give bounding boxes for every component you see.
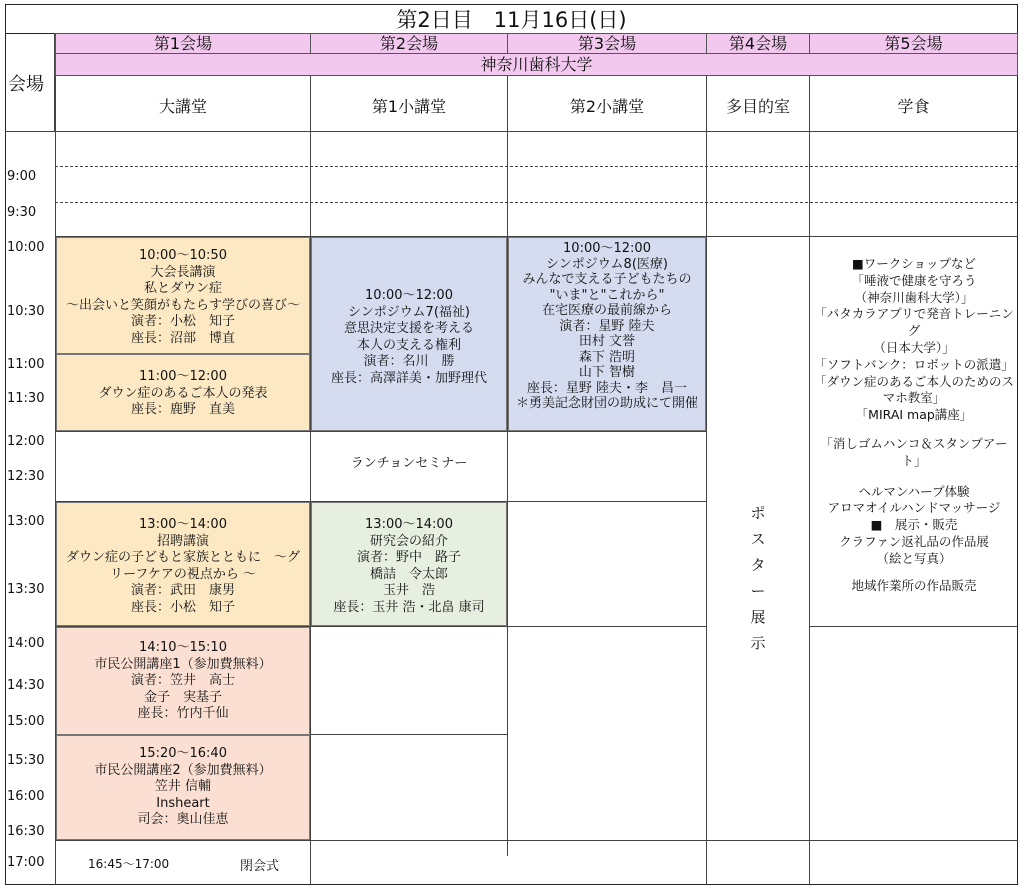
workshop-line: 「唾液で健康を守ろう — [851, 272, 977, 288]
time-label: 16:30 — [7, 824, 45, 839]
time-label: 11:30 — [7, 391, 45, 406]
time-label: 11:00 — [7, 357, 45, 372]
session-speaker: 演者：野中 路子 — [356, 550, 461, 565]
session-chair: 座長：星野 陸夫・李 昌一 — [526, 380, 688, 396]
venue-3: 第3会場 — [507, 33, 707, 54]
session-time: 13:00～14:00 — [365, 517, 453, 532]
col-divider-1 — [310, 76, 311, 885]
session-host: 司会：奥山佳恵 — [137, 812, 229, 827]
poster-char: タ — [750, 556, 766, 574]
session-title: 市民公開講座1（参加費無料） — [94, 656, 272, 672]
session-speaker: Insheart — [156, 795, 210, 811]
session-public-lecture-1 — [56, 627, 310, 735]
session-type: 招聘講演 — [156, 533, 209, 549]
session-subtitle: ～出会いと笑顔がもたらす学びの喜び～ — [65, 297, 300, 313]
venue-2: 第2会場 — [310, 33, 508, 54]
time-label: 9:00 — [7, 169, 37, 184]
workshop-line: （日本大学）」 — [873, 339, 955, 355]
session-speaker: 玉井 浩 — [382, 583, 435, 598]
session-symposium-8 — [508, 237, 706, 431]
session-chair: 座長：竹内千仙 — [137, 706, 229, 721]
time-label: 10:00 — [7, 240, 45, 255]
workshop-line: ■ワークショップなど — [851, 256, 977, 271]
line-1645 — [55, 840, 1018, 841]
session-speaker: 森下 浩明 — [578, 349, 636, 365]
session-speaker: 演者：笠井 高士 — [130, 673, 235, 688]
poster-char: ポ — [750, 504, 766, 522]
time-label: 13:30 — [7, 582, 45, 597]
session-keynote — [56, 237, 310, 354]
session-time: 10:00～10:50 — [139, 248, 227, 263]
workshop-line: ヘルマンハープ体験 — [858, 483, 970, 499]
time-label: 16:00 — [7, 789, 45, 804]
room-name-3: 第2小講堂 — [569, 97, 645, 116]
poster-char: 示 — [750, 634, 766, 652]
workshop-list — [812, 256, 1016, 594]
line-12-c1 — [55, 431, 310, 432]
session-subtitle: みんなで支える子どもたちの — [522, 272, 692, 287]
session-speaker: 山下 智樹 — [578, 365, 636, 380]
session-time: 10:00～12:00 — [365, 288, 453, 303]
workshop-line: 「パタカラアプリで発音トレーニング — [814, 306, 1014, 339]
col-divider-4 — [809, 76, 810, 885]
venue-5: 第5会場 — [809, 33, 1018, 54]
session-time: 15:20～16:40 — [139, 746, 227, 761]
session-speaker: 演者：名川 勝 — [363, 354, 455, 369]
luncheon-seminar: ランチョンセミナー — [350, 456, 468, 471]
header-divider — [5, 131, 1018, 132]
time-label: 12:00 — [7, 434, 45, 449]
session-type: 大会長講演 — [150, 264, 216, 280]
session-time: 10:00～12:00 — [563, 241, 651, 256]
closing-time: 16:45～17:00 — [88, 857, 170, 871]
page-title: 第2日目 11月16日(日) — [5, 4, 1018, 34]
room-name-1: 大講堂 — [158, 97, 207, 116]
line-14-c5 — [809, 626, 1018, 627]
workshop-spacer — [812, 470, 1016, 484]
dashed-line-9 — [55, 166, 1018, 167]
session-time: 11:00～12:00 — [139, 369, 227, 384]
time-label: 9:30 — [7, 205, 37, 220]
session-title: シンポジウム8(医療) — [546, 256, 668, 272]
session-speaker: 演者：武田 康男 — [130, 583, 235, 598]
session-study-groups — [311, 502, 507, 626]
session-self-presentation — [56, 354, 310, 431]
line-12-c23 — [310, 431, 706, 432]
session-chair: 座長：高澤詳美・加野理代 — [330, 370, 487, 386]
time-label: 15:00 — [7, 714, 45, 729]
session-subtitle: 意思決定支援を考える — [343, 321, 474, 336]
session-speaker: 金子 実基子 — [143, 689, 222, 705]
workshop-spacer — [812, 424, 1016, 436]
workshop-line: 「消しゴムハンコ＆スタンプアート」 — [820, 435, 1008, 468]
time-label: 10:30 — [7, 304, 45, 319]
poster-char: ス — [750, 530, 766, 548]
session-title: ダウン症のあるご本人の発表 — [98, 385, 268, 401]
session-note: ＊勇美記念財団の助成にて開催 — [515, 396, 698, 411]
time-label: 12:30 — [7, 469, 45, 484]
session-title: ダウン症の子どもと家族とともに ～グリーフケアの視点から ～ — [65, 550, 300, 582]
poster-exhibition — [748, 500, 768, 656]
workshop-line: アロマオイルハンドマッサージ — [827, 500, 1001, 516]
session-subtitle: "いま"と"これから" — [549, 287, 665, 303]
workshop-spacer — [812, 568, 1016, 578]
session-speaker: 演者：星野 陸夫 — [559, 318, 655, 334]
session-chair: 座長：沼部 博直 — [130, 330, 235, 346]
session-subtitle: 在宅医療の最前線から — [541, 303, 672, 318]
session-chair: 座長：小松 知子 — [130, 599, 235, 615]
time-label: 14:30 — [7, 678, 45, 693]
workshop-line: 「ソフトバンク：ロボットの派遣」 — [814, 356, 1014, 372]
time-label: 17:00 — [7, 855, 45, 870]
workshop-line: ■ 展示・販売 — [870, 517, 958, 533]
col-divider-3 — [706, 76, 707, 885]
session-title: 市民公開講座2（参加費無料） — [94, 762, 272, 778]
session-speaker: 演者：小松 知子 — [130, 314, 235, 329]
workshop-line: 「ダウン症のあるご本人のためのスマホ教室」 — [813, 373, 1014, 406]
room-name-4: 多目的室 — [725, 97, 790, 116]
session-time: 14:10～15:10 — [139, 640, 227, 655]
session-chair: 座長：鹿野 直美 — [130, 402, 235, 417]
poster-char: 展 — [750, 608, 766, 626]
university-name: 神奈川歯科大学 — [55, 53, 1018, 76]
session-title: 私とダウン症 — [143, 281, 222, 296]
session-subtitle: 本人の支える権利 — [356, 337, 461, 353]
session-speaker: 笠井 信輔 — [154, 779, 212, 794]
closing-label: 閉会式 — [240, 859, 280, 874]
workshop-line: クラファン返礼品の作品展 — [839, 533, 989, 549]
venue-1: 第1会場 — [55, 33, 311, 54]
session-invited-lecture — [56, 502, 310, 626]
venue-label: 会場 — [8, 74, 44, 95]
session-public-lecture-2 — [56, 735, 310, 840]
session-symposium-7 — [311, 237, 507, 431]
session-chair: 座長：玉井 浩・北畠 康司 — [333, 599, 485, 615]
session-title: 研究会の紹介 — [369, 533, 448, 549]
workshop-line: 「MIRAI map講座」 — [855, 407, 973, 423]
workshop-line: （神奈川歯科大学）」 — [854, 289, 974, 305]
poster-char: ー — [750, 582, 766, 600]
session-speaker: 田村 文誉 — [578, 334, 636, 349]
room-name-5: 学食 — [897, 97, 930, 116]
workshop-line: 地域作業所の作品販売 — [851, 577, 977, 593]
session-time: 13:00～14:00 — [139, 517, 227, 532]
venue-4: 第4会場 — [706, 33, 810, 54]
room-name-2: 第1小講堂 — [371, 97, 447, 116]
session-speaker: 橋詰 令太郎 — [369, 566, 448, 582]
workshop-line: （絵と写真） — [876, 550, 952, 566]
time-label: 15:30 — [7, 753, 45, 768]
time-label: 13:00 — [7, 514, 45, 529]
line-15-c2 — [310, 734, 508, 735]
time-label: 14:00 — [7, 636, 45, 651]
session-title: シンポジウム7(福祉) — [348, 304, 470, 320]
dashed-line-930 — [55, 202, 1018, 203]
